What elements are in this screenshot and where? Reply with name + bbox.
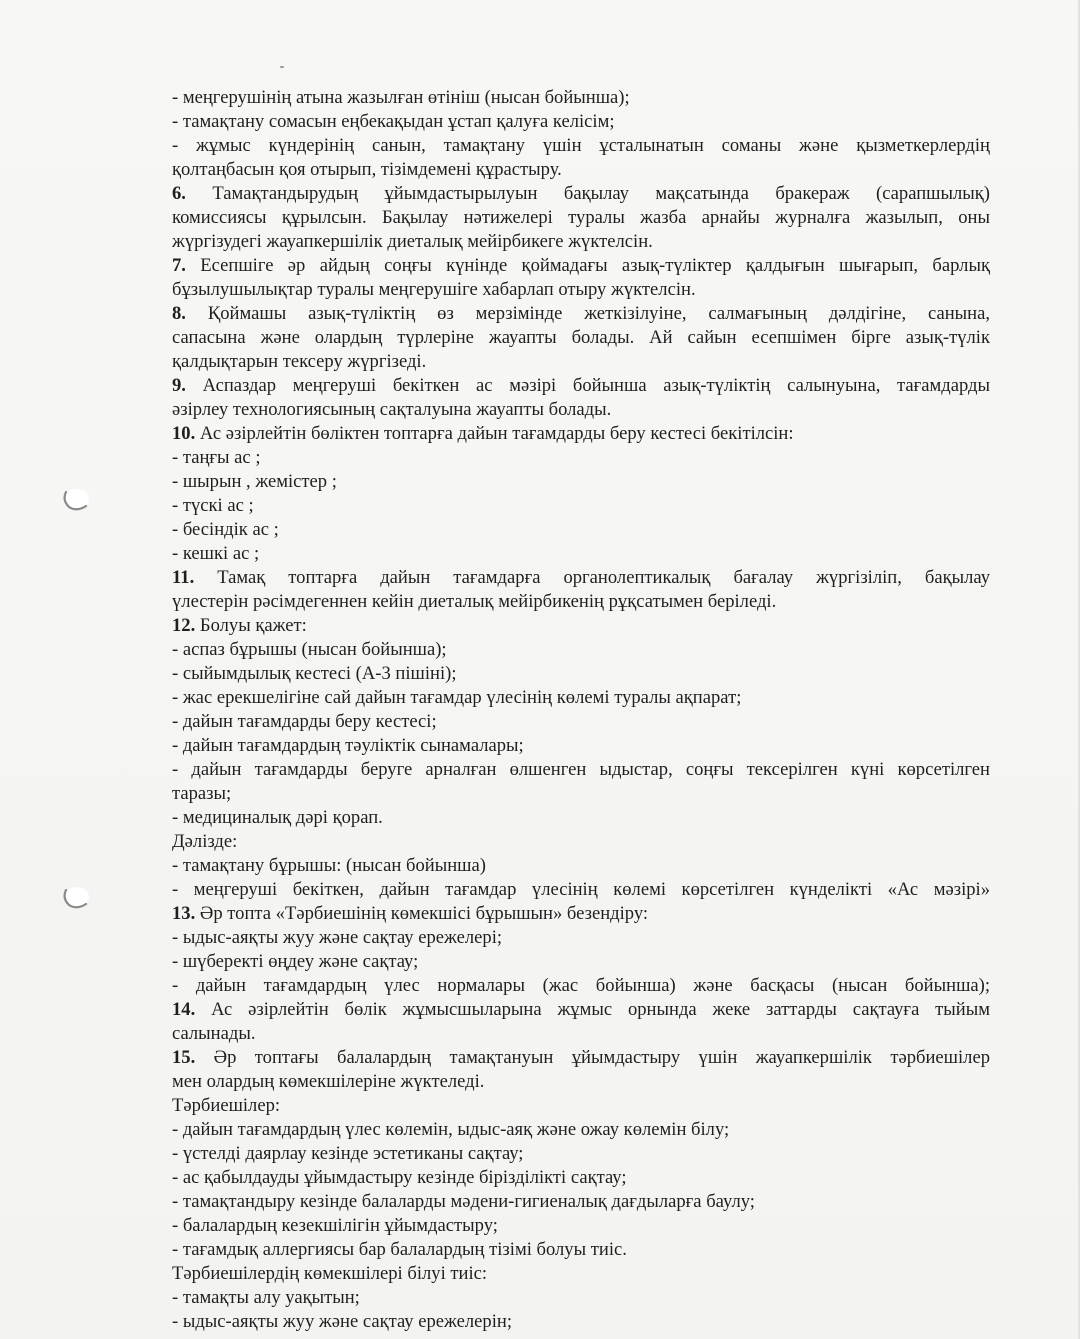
text-line [172, 806, 990, 830]
text-line [172, 110, 990, 134]
punch-hole-icon [60, 884, 90, 910]
numbered-paragraph-line [172, 254, 990, 278]
text-line [172, 950, 990, 974]
clause-number: 10. [172, 423, 196, 444]
punch-hole-icon [60, 486, 90, 512]
text-line [172, 974, 990, 998]
numbered-paragraph-line [172, 374, 990, 398]
line-text: - меңгерушінің атына жазылған өтініш (нысан бойынша); [172, 87, 630, 108]
line-text: - дайын тағамдардың тәуліктік сынамалары; [172, 735, 524, 756]
line-text: үлестерін рәсімдегеннен кейін диеталық мейірбикенің рұқсатымен беріледі. [172, 591, 777, 612]
line-text: Әр топтағы балалардың тамақтануын ұйымдастыру үшін жауапкершілік тәрбиешілер [213, 1047, 990, 1068]
clause-number: 14. [172, 999, 196, 1020]
numbered-paragraph-line [172, 182, 990, 206]
text-line [172, 326, 990, 350]
text-line [172, 1022, 990, 1046]
text-line [172, 830, 990, 854]
line-text: - тамақтану бұрышы: (нысан бойынша) [172, 855, 486, 876]
line-text: - үстелді даярлау кезінде эстетиканы сақтау; [172, 1143, 524, 1164]
line-text: - түскі ас ; [172, 495, 254, 516]
text-line [172, 662, 990, 686]
line-text: жүргізудегі жауапкершілік диеталық мейірбикеге жүктелсін. [172, 231, 653, 252]
line-text: - тамақты алу уақытын; [172, 1287, 360, 1308]
line-text: - тамақтану сомасын еңбекақыдан ұстап қалуға келісім; [172, 111, 615, 132]
scan-speck [280, 66, 284, 68]
text-line [172, 398, 990, 422]
text-line [172, 446, 990, 470]
line-text: - шүберекті өңдеу және сақтау; [172, 951, 419, 972]
line-text: - кешкі ас ; [172, 543, 260, 564]
text-line [172, 1094, 990, 1118]
text-line [172, 782, 990, 806]
numbered-paragraph-line [172, 614, 990, 638]
text-line [172, 758, 990, 782]
line-text: - дайын тағамдарды беру кестесі; [172, 711, 437, 732]
line-text: сапасына және олардың түрлеріне жауапты болады. Ай сайын есепшімен бірге азық-түлік [172, 327, 990, 348]
line-text: - меңгеруші бекіткен, дайын тағамдар үлесінің көлемі көрсетілген күнделікті «Ас мәзірі» [172, 879, 990, 900]
numbered-paragraph-line [172, 1046, 990, 1070]
line-text: - бесіндік ас ; [172, 519, 279, 540]
text-line [172, 542, 990, 566]
line-text: Тәрбиешілер: [172, 1095, 281, 1116]
text-line [172, 1142, 990, 1166]
text-line [172, 854, 990, 878]
text-line [172, 134, 990, 158]
line-text: - ыдыс-аяқты жуу және сақтау ережелерін; [172, 1311, 513, 1332]
text-line [172, 350, 990, 374]
text-line [172, 230, 990, 254]
numbered-paragraph-line [172, 998, 990, 1022]
text-line [172, 86, 990, 110]
line-text: комиссиясы құрылсын. Бақылау нәтижелері туралы жазба арнайы журналға жазылып, оны [172, 207, 990, 228]
line-text: Қоймашы азық-түліктің өз мерзімінде жеткізілуіне, салмағының дәлдігіне, санына, [207, 303, 990, 324]
line-text: - жас ерекшелігіне сай дайын тағамдар үлесінің көлемі туралы ақпарат; [172, 687, 742, 708]
line-text: - тағамдық аллергиясы бар балалардың тізімі болуы тиіс. [172, 1239, 627, 1260]
text-line [172, 1262, 990, 1286]
clause-number: 15. [172, 1047, 196, 1068]
text-line [172, 1166, 990, 1190]
line-text: - сыйымдылық кестесі (А-3 пішіні); [172, 663, 457, 684]
numbered-paragraph-line [172, 422, 990, 446]
text-line [172, 590, 990, 614]
line-text: бұзылушылықтар туралы меңгерушіге хабарлап отыру жүктелсін. [172, 279, 696, 300]
line-text: Есепшіге әр айдың соңғы күнінде қоймадағы азық-түліктер қалдығын шығарып, барлық [200, 255, 990, 276]
text-line [172, 686, 990, 710]
text-line [172, 278, 990, 302]
text-line [172, 1286, 990, 1310]
line-text: Тәрбиешілердің көмекшілері білуі тиіс: [172, 1263, 488, 1284]
line-text: Әр топта «Тәрбиешінің көмекшісі бұрышын» безендіру: [199, 903, 649, 924]
line-text: - дайын тағамдардың үлес нормалары (жас бойынша) және басқасы (нысан бойынша); [172, 975, 990, 996]
text-line [172, 1118, 990, 1142]
text-line [172, 518, 990, 542]
clause-number: 9. [172, 375, 186, 396]
line-text: таразы; [172, 783, 232, 804]
clause-number: 13. [172, 903, 196, 924]
line-text: - балалардың кезекшілігін ұйымдастыру; [172, 1215, 498, 1236]
text-line [172, 206, 990, 230]
line-text: - дайын тағамдардың үлес көлемін, ыдыс-аяқ және ожау көлемін білу; [172, 1119, 730, 1140]
line-text: - таңғы ас ; [172, 447, 261, 468]
line-text: қолтаңбасын қоя отырып, тізімдемені құрастыру. [172, 159, 562, 180]
line-text: - медициналық дәрі қорап. [172, 807, 383, 828]
text-line [172, 470, 990, 494]
line-text: Тамақ топтарға дайын тағамдарға органолептикалық бағалау жүргізіліп, бақылау [217, 567, 990, 588]
line-text: салынады. [172, 1023, 256, 1044]
text-line [172, 1238, 990, 1262]
text-line [172, 1190, 990, 1214]
text-line [172, 878, 990, 902]
numbered-paragraph-line [172, 302, 990, 326]
text-line [172, 710, 990, 734]
text-line [172, 1070, 990, 1094]
line-text: мен олардың көмекшілеріне жүктеледі. [172, 1071, 485, 1092]
document-body [172, 86, 990, 1334]
text-line [172, 1214, 990, 1238]
line-text: қалдықтарын тексеру жүргізеді. [172, 351, 427, 372]
line-text: - жұмыс күндерінің санын, тамақтану үшін ұсталынатын соманы және қызметкерлердің [172, 135, 990, 156]
line-text: - аспаз бұрышы (нысан бойынша); [172, 639, 447, 660]
line-text: әзірлеу технологиясының сақталуына жауапты болады. [172, 399, 612, 420]
line-text: Аспаздар меңгеруші бекіткен ас мәзірі бойынша азық-түліктің салынуына, тағамдарды [202, 375, 990, 396]
text-line [172, 158, 990, 182]
clause-number: 12. [172, 615, 196, 636]
line-text: - шырын , жемістер ; [172, 471, 337, 492]
line-text: Тамақтандырудың ұйымдастырылуын бақылау мақсатында бракераж (сарапшылық) [212, 183, 990, 204]
line-text: Ас әзірлейтін бөліктен топтарға дайын тағамдарды беру кестесі бекітілсін: [199, 423, 794, 444]
text-line [172, 926, 990, 950]
line-text: - ыдыс-аяқты жуу және сақтау ережелері; [172, 927, 503, 948]
text-line [172, 1310, 990, 1334]
clause-number: 6. [172, 183, 186, 204]
numbered-paragraph-line [172, 902, 990, 926]
clause-number: 7. [172, 255, 186, 276]
line-text: Дәлізде: [172, 831, 238, 852]
line-text: - тамақтандыру кезінде балаларды мәдени-гигиеналық дағдыларға баулу; [172, 1191, 755, 1212]
text-line [172, 734, 990, 758]
line-text: Ас әзірлейтін бөлік жұмысшыларына жұмыс орнында жеке заттарды сақтауға тыйым [211, 999, 990, 1020]
clause-number: 11. [172, 567, 195, 588]
numbered-paragraph-line [172, 566, 990, 590]
line-text: Болуы қажет: [199, 615, 307, 636]
line-text: - дайын тағамдарды беруге арналған өлшенген ыдыстар, соңғы тексерілген күні көрсетілген [172, 759, 990, 780]
text-line [172, 494, 990, 518]
text-line [172, 638, 990, 662]
line-text: - ас қабылдауды ұйымдастыру кезінде бірізділікті сақтау; [172, 1167, 627, 1188]
clause-number: 8. [172, 303, 186, 324]
